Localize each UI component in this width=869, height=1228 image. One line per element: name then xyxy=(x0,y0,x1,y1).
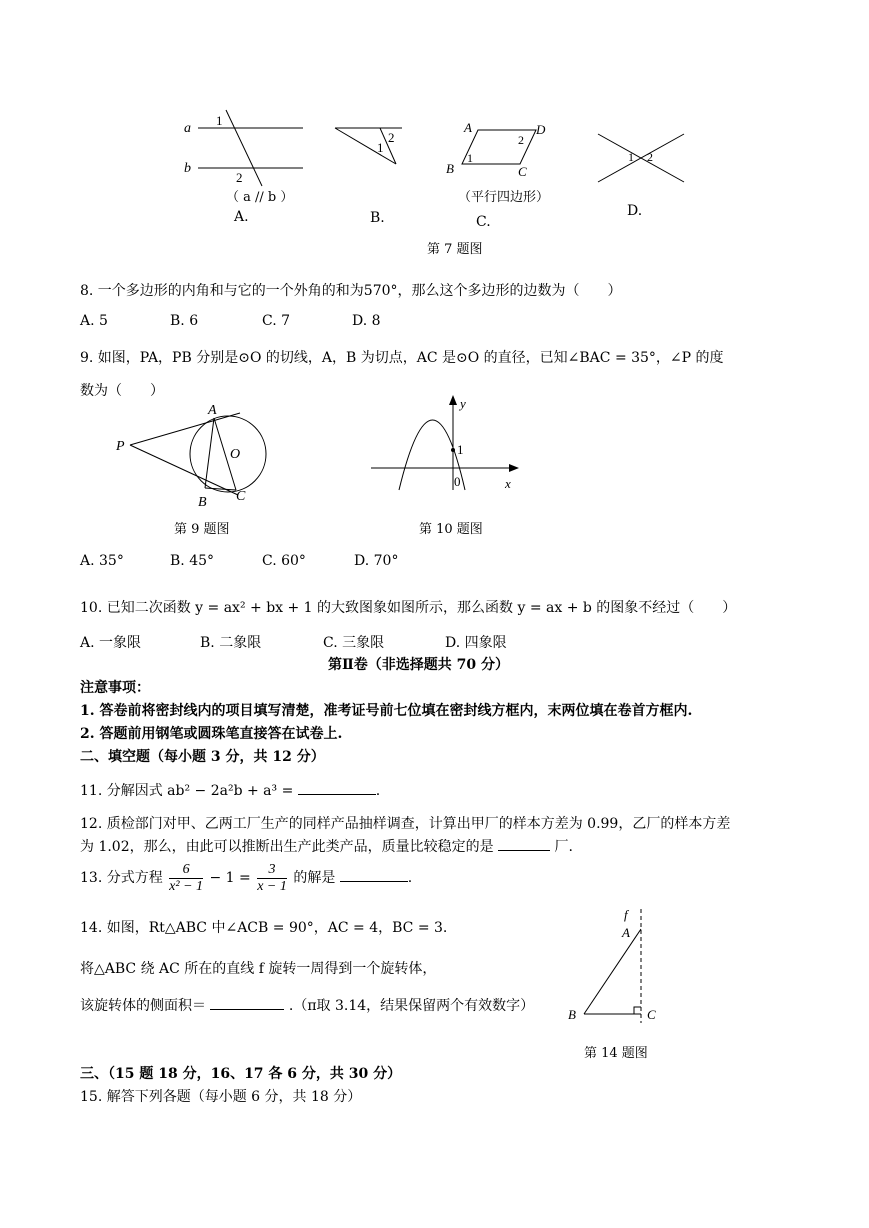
q7d-angle-1: 1 xyxy=(628,150,634,164)
q10-caption: 第 10 题图 xyxy=(419,522,483,537)
q13-den1: x² − 1 xyxy=(169,878,204,894)
q12-answer-blank[interactable] xyxy=(498,850,550,851)
q8-option-a: A. 5 xyxy=(80,313,108,329)
q15-text: 15. 解答下列各题（每小题 6 分，共 18 分） xyxy=(80,1089,362,1105)
q9-line2: 数为（ ） xyxy=(80,383,164,399)
q10-tick-1: 1 xyxy=(457,442,464,457)
part2-title: 第Ⅱ卷（非选择题共 70 分） xyxy=(328,657,510,673)
q12-line2-text: 为 1.02，那么，由此可以推断出生产此类产品，质量比较稳定的是 xyxy=(80,839,494,855)
q14-line3-end: .（π取 3.14，结果保留两个有效数字） xyxy=(288,998,535,1014)
q9-option-c: C. 60° xyxy=(262,553,306,569)
q8-text: 8. 一个多边形的内角和与它的一个外角的和为570°，那么这个多边形的边数为（ ） xyxy=(80,283,622,299)
q8-option-d: D. 8 xyxy=(352,313,381,329)
q9-caption: 第 9 题图 xyxy=(174,522,230,537)
q7-figure-d xyxy=(592,128,692,186)
q11-answer-blank[interactable] xyxy=(298,794,376,795)
q9-point-C: C xyxy=(236,489,246,504)
q7a-angle-1: 1 xyxy=(216,113,223,128)
q13-fraction-2 xyxy=(257,862,287,895)
q9-figure xyxy=(110,400,285,515)
notice-title: 注意事项： xyxy=(80,680,150,696)
q7d-angle-2: 2 xyxy=(647,150,653,164)
q10-figure xyxy=(365,390,525,495)
notice-1: 1. 答卷前将密封线内的项目填写清楚，准考证号前七位填在密封线方框内，末两位填在卷首方框内. xyxy=(80,703,693,719)
q7-figure-c xyxy=(440,118,555,183)
q12-line2 xyxy=(80,836,573,856)
q7b-angle-1: 1 xyxy=(377,140,384,155)
q8-option-c: C. 7 xyxy=(262,313,291,329)
q13-end: . xyxy=(407,870,413,886)
q7-figure-b xyxy=(330,118,410,173)
q9-point-P: P xyxy=(116,439,125,454)
q9-line1: 9. 如图，PA，PB 分别是⊙O 的切线，A，B 为切点，AC 是⊙O 的直径，已知∠BAC = 35°，∠P 的度 xyxy=(80,350,724,366)
q7c-vertex-D: D xyxy=(536,122,546,137)
q13-prefix: 13. 分式方程 xyxy=(80,870,163,886)
q10-axis-x: x xyxy=(505,476,511,491)
q10-option-a: A. 一象限 xyxy=(80,635,142,651)
q11-end: . xyxy=(375,783,381,799)
q7a-option: A. xyxy=(234,209,249,225)
q8-option-b: B. 6 xyxy=(170,313,199,329)
q7-caption: 第 7 题图 xyxy=(427,242,483,257)
notice-2: 2. 答题前用钢笔或圆珠笔直接答在试卷上. xyxy=(80,726,343,742)
q14-line3 xyxy=(80,995,534,1015)
q7b-angle-2: 2 xyxy=(388,130,395,145)
q14-point-B: B xyxy=(568,1007,576,1022)
q7a-caption: （ a // b ） xyxy=(226,190,294,205)
q14-point-A: A xyxy=(622,925,630,940)
q9-option-b: B. 45° xyxy=(170,553,215,569)
q7c-caption: （平行四边形） xyxy=(458,190,550,205)
q14-answer-blank[interactable] xyxy=(210,1009,284,1010)
q7d-option: D. xyxy=(627,203,643,219)
q10-origin: 0 xyxy=(454,474,461,489)
q11-text: 11. 分解因式 ab² − 2a²b + a³ = xyxy=(80,783,294,799)
q13-answer-blank[interactable] xyxy=(340,881,408,882)
q10-option-c: C. 三象限 xyxy=(323,635,385,651)
q7c-vertex-B: B xyxy=(446,161,454,176)
q10-option-d: D. 四象限 xyxy=(445,635,507,651)
q14-line3-text: 该旋转体的侧面积＝ xyxy=(80,998,206,1014)
q10-axis-y: y xyxy=(460,396,466,411)
q12-line2-end: 厂. xyxy=(554,839,573,855)
q13-num1: 6 xyxy=(169,862,203,879)
q7a-line-a: a xyxy=(184,121,191,136)
q7a-line-b: b xyxy=(184,161,191,176)
q7c-vertex-A: A xyxy=(464,120,472,135)
q13-den2: x − 1 xyxy=(257,878,287,894)
q14-line1: 14. 如图，Rt△ABC 中∠ACB = 90°，AC = 4，BC = 3. xyxy=(80,920,448,936)
q7c-angle-1: 1 xyxy=(467,151,473,165)
q12-line1: 12. 质检部门对甲、乙两工厂生产的同样产品抽样调查，计算出甲厂的样本方差为 0.99，乙厂的样本方差 xyxy=(80,816,731,832)
q7c-vertex-C: C xyxy=(518,164,527,179)
q13-num2: 3 xyxy=(257,862,287,879)
q13-mid: − 1 = xyxy=(209,870,251,886)
section3-title: 三、（15 题 18 分，16、17 各 6 分，共 30 分） xyxy=(80,1066,402,1082)
q13-fraction-1 xyxy=(169,862,203,895)
q14-figure xyxy=(560,905,670,1030)
q14-line-f: f xyxy=(624,907,628,922)
q7a-angle-2: 2 xyxy=(236,170,243,185)
q13 xyxy=(80,857,412,899)
q7-figure-a xyxy=(178,100,318,200)
q7c-option: C. xyxy=(476,214,491,230)
q10-text: 10. 已知二次函数 y = ax² + bx + 1 的大致图象如图所示，那么函数 y = ax + b 的图象不经过（ ） xyxy=(80,600,737,616)
q14-line2: 将△ABC 绕 AC 所在的直线 f 旋转一周得到一个旋转体， xyxy=(80,961,437,977)
q9-option-a: A. 35° xyxy=(80,553,124,569)
q14-caption: 第 14 题图 xyxy=(584,1046,648,1061)
q13-suffix: 的解是 xyxy=(293,870,336,886)
q9-point-B: B xyxy=(198,495,207,510)
q7b-option: B. xyxy=(370,210,385,226)
q9-point-O: O xyxy=(230,447,241,462)
q14-point-C: C xyxy=(647,1007,656,1022)
q10-option-b: B. 二象限 xyxy=(200,635,262,651)
q9-point-A: A xyxy=(208,403,217,418)
q7c-angle-2: 2 xyxy=(518,133,524,147)
section2-title: 二、填空题（每小题 3 分，共 12 分） xyxy=(80,749,325,765)
q11 xyxy=(80,780,380,800)
q9-option-d: D. 70° xyxy=(354,553,399,569)
